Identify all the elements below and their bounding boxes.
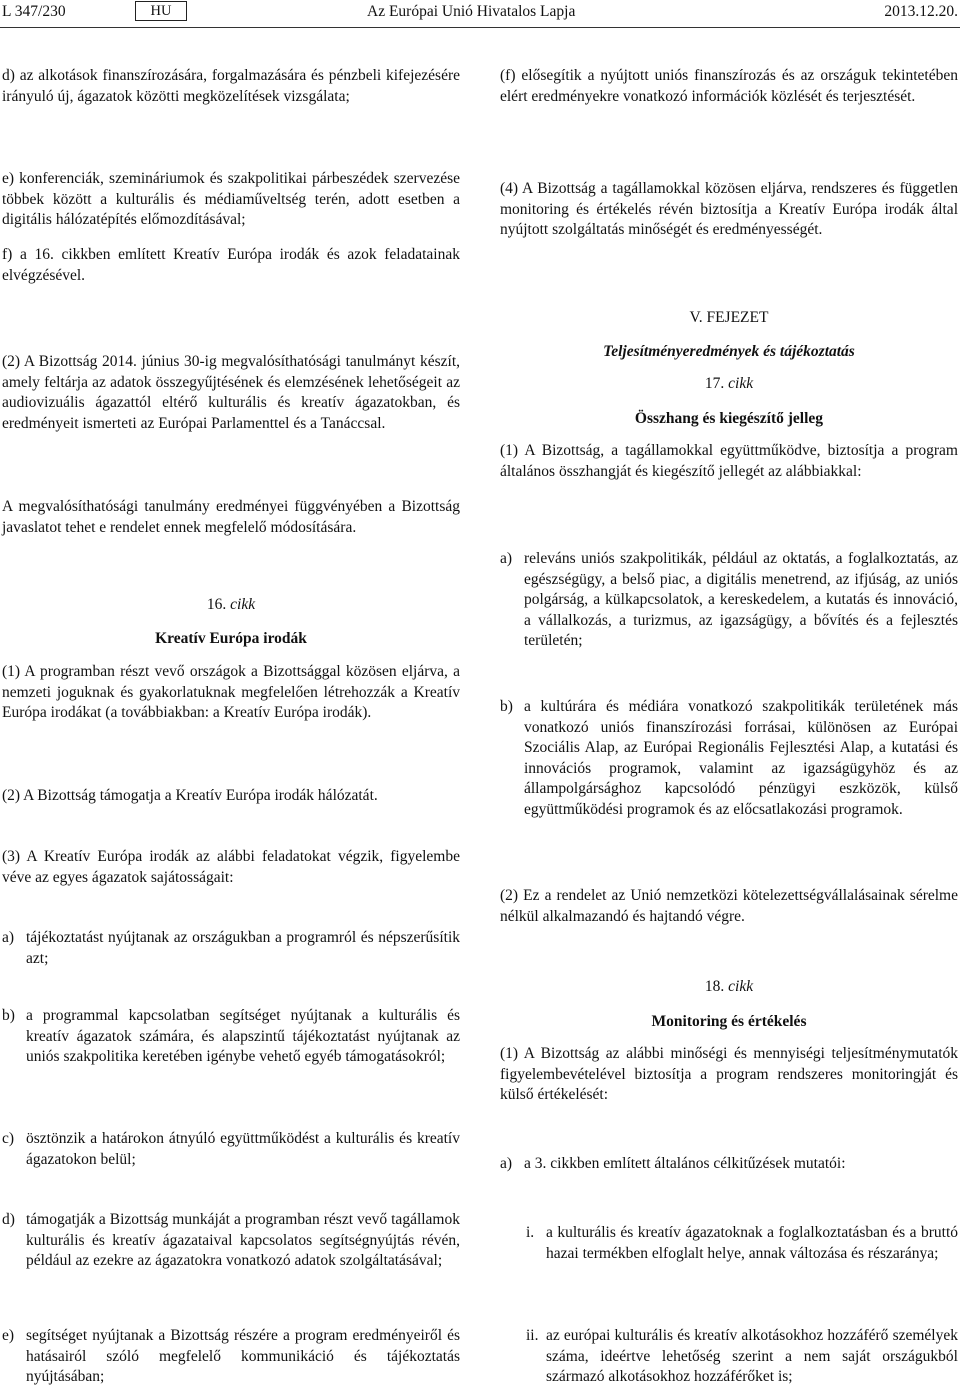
article-18-title: Monitoring és értékelés [651, 1013, 807, 1030]
task-b: b) a programmal kapcsolatban segítséget nyújtanak a kulturális és kreatív ágazatok számára, és alapszintű tájékoztatást nyújtanak az uniós szakpolitika keretében igénybe vehető egyéb támogatásokról; [2, 1007, 460, 1065]
page-reference: L 347/230 [2, 3, 66, 20]
publication-date: 2013.12.20. [884, 3, 958, 20]
journal-title: Az Európai Unió Hivatalos Lapja [367, 3, 576, 20]
header-divider [0, 27, 960, 28]
indicator-ii: ii. az európai kulturális és kreatív alkotásokhoz hozzáférő személyek száma, ideértve lehetőség szerint a nem saját országukból származó alkotásokhoz hozzáférőket is; [526, 1327, 958, 1385]
point-f-dissemination: (f) elősegítik a nyújtott uniós finanszírozás és az országuk tekintetében elért eredményekre vonatkozó információk közlését és terjesztését. [500, 67, 958, 105]
paragraph-4-monitoring: (4) A Bizottság a tagállamokkal közösen eljárva, rendszeres és független monitoring és értékelés révén biztosítja a Kreatív Európa irodák által nyújtott szolgáltatás minőségét és eredményességét. [500, 180, 958, 238]
chapter-title: Teljesítményeredmények és tájékoztatás [603, 343, 855, 360]
point-e-conferences: e) konferenciák, szemináriumok és szakpolitikai párbeszédek szervezése többek között a kulturális és médiaműveltség terén, adott esetben a digitális hálózatépítés előmozdításával; [2, 170, 460, 228]
consistency-a: a) releváns uniós szakpolitikák, például az oktatás, a foglalkoztatás, az egészségügy, a belső piac, a digitális menetrend, az ifjúság, az uniós polgárság, a külkapcsolatok, a kereskedelem, a kutatás és innováció, a vállalkozás, a turizmus, az igazságügy, a bővítés és a fejlesztés területén; [500, 550, 958, 649]
page-header [0, 0, 960, 28]
task-a: a) tájékoztatást nyújtanak az országukban a programról és népszerűsítik azt; [2, 929, 460, 967]
article-18-paragraph-1: (1) A Bizottság az alábbi minőségi és mennyiségi teljesítménymutatók figyelembevételével biztosítja a program rendszeres monitoringját és külső értékelését: [500, 1045, 958, 1103]
chapter-number: V. FEJEZET [689, 309, 769, 326]
article-17-paragraph-2: (2) Ez a rendelet az Unió nemzetközi kötelezettségvállalásainak sérelme nélkül alkalmazandó és hajtandó végre. [500, 887, 958, 925]
point-f-offices: f) a 16. cikkben említett Kreatív Európa irodák és azok feladatainak elvégzésével. [2, 246, 460, 284]
article-17-title: Összhang és kiegészítő jelleg [634, 410, 824, 427]
article-16-title: Kreatív Európa irodák [155, 630, 307, 647]
language-badge: HU [135, 1, 187, 21]
task-c: c) ösztönzik a határokon átnyúló együttműködést a kulturális és kreatív ágazatokon belül; [2, 1130, 460, 1168]
point-d-analysis: d) az alkotások finanszírozására, forgalmazására és pénzbeli kifejezésére irányuló új, ágazatok közötti megközelítések vizsgálata; [2, 67, 460, 105]
article-17-number: 17. cikk [704, 375, 754, 392]
indicator-i: i. a kulturális és kreatív ágazatoknak a foglalkoztatásban és a bruttó hazai termékben elfoglalt helye, annak változása és részaránya; [526, 1224, 958, 1262]
paragraph-2-feasibility: (2) A Bizottság 2014. június 30-ig megvalósíthatósági tanulmányt készít, amely feltárja az adatok összegyűjtésének és elemzésének lehetőségeit az audiovizuális ágazattól eltérő kulturális és kreatív ágazatokban, és eredményeit ismerteti az Európai Parlamenttel és a Tanáccsal. [2, 353, 460, 432]
article-16-paragraph-3: (3) A Kreatív Európa irodák az alábbi feladatokat végzik, figyelembe véve az egyes ágazatok sajátosságait: [2, 848, 460, 886]
article-16-paragraph-2: (2) A Bizottság támogatja a Kreatív Európa irodák hálózatát. [2, 787, 378, 804]
article-17-paragraph-1: (1) A Bizottság, a tagállamokkal együttműködve, biztosítja a program általános összhangját és kiegészítő jellegét az alábbiakkal: [500, 442, 958, 480]
task-e: e) segítséget nyújtanak a Bizottság részére a program eredményeiről és hatásairól szóló megfelelő kommunikáció és tájékoztatás nyújtásában; [2, 1327, 460, 1385]
indicator-a: a) a 3. cikkben említett általános célkitűzések mutatói: [500, 1155, 846, 1172]
task-d: d) támogatják a Bizottság munkáját a programban részt vevő tagállamok kulturális és kreatív ágazataival kapcsolatos segítségnyújtás révén, például az ezekre az ágazatokra vonatkozó adatok szolgáltatásával; [2, 1211, 460, 1269]
article-18-number: 18. cikk [704, 978, 754, 995]
article-16-paragraph-1: (1) A programban részt vevő országok a Bizottsággal közösen eljárva, a nemzeti joguknak és gyakorlatuknak megfelelően létrehozzák a Kreatív Európa irodákat (a továbbiakban: a Kreatív Európa irodák). [2, 663, 460, 721]
article-16-number: 16. cikk [206, 596, 256, 613]
consistency-b: b) a kultúrára és médiára vonatkozó szakpolitikák területének más vonatkozó uniós finanszírozási forrásai, különösen az Európai Szociális Alap, az Európai Regionális Fejlesztési Alap, a kutatási és innovációs programok, valamint az igazságügyhöz és az állampolgársághoz kapcsolódó pénzügyi eszközök, külső együttműködési programok és az előcsatlakozási programok. [500, 698, 958, 818]
paragraph-feasibility-results: A megvalósíthatósági tanulmány eredményei függvényében a Bizottság javaslatot tehet e rendelet ennek megfelelő módosítására. [2, 498, 460, 536]
